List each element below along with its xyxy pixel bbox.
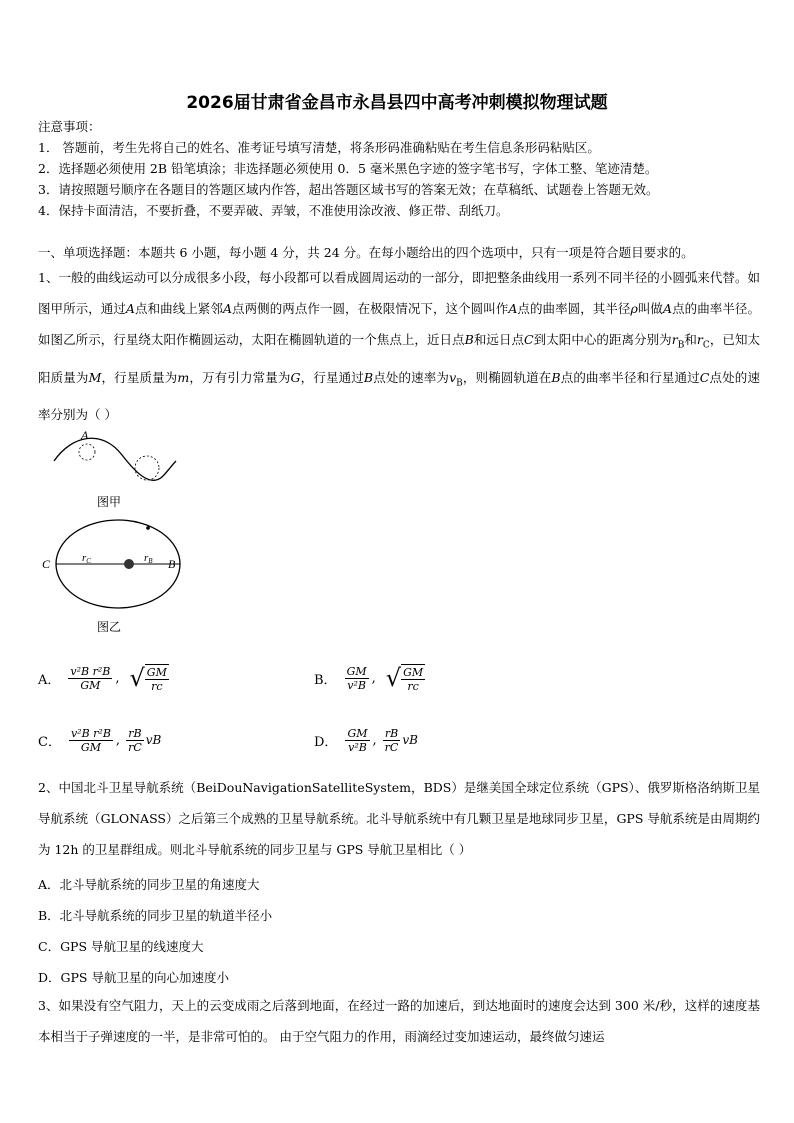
point-b-label: B [168, 557, 176, 571]
figure-yi-orbit [38, 518, 188, 614]
notice-item: 1． 答题前，考生先将自己的姓名、准考证号填写清楚，将条形码准确粘贴在考生信息条形码粘贴区。 [38, 140, 600, 155]
q2-option-c[interactable]: C．GPS 导航卫星的线速度大 [38, 939, 204, 954]
notice-item: 2．选择题必须使用 2B 铅笔填涂；非选择题必须使用 0．5 毫米黑色字迹的签字笔书写，字体工整、笔迹清楚。 [38, 161, 658, 176]
point-a-label: A [81, 428, 89, 442]
section-heading: 一、单项选择题：本题共 6 小题，每小题 4 分，共 24 分。在每小题给出的四个选项中，只有一项是符合题目要求的。 [38, 245, 694, 260]
point-c-label: C [42, 557, 51, 571]
figure-yi-caption: 图乙 [97, 620, 122, 634]
notice-item: 3．请按照题号顺序在各题目的答题区域内作答，超出答题区域书写的答案无效；在草稿纸、试题卷上答题无效。 [38, 182, 659, 197]
figure-jia-caption: 图甲 [97, 495, 122, 509]
question-2-text: 2、中国北斗卫星导航系统（BeiDouNavigationSatelliteSystem，BDS）是继美国全球定位系统（GPS）、俄罗斯格洛纳斯卫星导航系统（GLONASS）之后第三个成熟的卫星导航系统。北斗导航系统中有几颗卫星是地球同步卫星，GPS 导航系统是由周期约为 12h 的卫星群组成。则北斗导航系统的同步卫星与 GPS 导航卫星相比（ ） [38, 780, 760, 857]
rb-label: rB [144, 552, 153, 565]
q2-option-d[interactable]: D．GPS 导航卫星的向心加速度小 [38, 970, 229, 985]
question-3-text: 3、如果没有空气阻力，天上的云变成雨之后落到地面，在经过一路的加速后，到达地面时的速度会达到 300 米/秒，这样的速度基本相当于子弹速度的一半，是非常可怕的。 由于空气阻力的作用，雨滴经过变加速运动，最终做匀速运 [38, 998, 760, 1044]
q2-option-a[interactable]: A．北斗导航系统的同步卫星的角速度大 [38, 877, 260, 892]
figure-jia-curve [50, 425, 182, 493]
question-1-text: 1、一般的曲线运动可以分成很多小段，每小段都可以看成圆周运动的一部分，即把整条曲线用一系列不同半径的小圆弧来代替。如图甲所示，通过A点和曲线上紧邻A点两侧的两点作一圆，在极限情况下，这个圆叫作A点的曲率圆，其半径ρ叫做A点的曲率半径。如图乙所示，行星绕太阳作椭圆运动，太阳在椭圆轨道的一个焦点上，近日点B和远日点C到太阳中心的距离分别为$r_B$和$r_C$，已知太阳质量为M，行星质量为m，万有引力常量为G，行星通过B点处的速率为$v_B$，则椭圆轨道在B点的曲率半径和行星通过C点处的速率分别为（ ） [38, 270, 760, 422]
q1-option-d[interactable]: D． $\frac{GM}{\text{v²B}}$ , $\frac{rB}{rC}$ vB [314, 726, 418, 754]
q2-option-b[interactable]: B．北斗导航系统的同步卫星的轨道半径小 [38, 908, 273, 923]
page-title: 2026届甘肃省金昌市永昌县四中高考冲刺模拟物理试题 [186, 93, 608, 113]
q1-option-c[interactable]: C． $\frac{\text{v²B r²B}}{GM}$ , $\frac{rB}{rC}$ vB [38, 726, 162, 754]
q1-option-a[interactable]: A． $\frac{\text{v²B r²B}}{GM}$ , √ $\frac{GM}{rc}$ [38, 664, 167, 693]
rc-label: rC [82, 552, 91, 565]
notice-heading: 注意事项： [38, 119, 101, 134]
notice-item: 4．保持卡面清洁，不要折叠，不要弄破、弄皱，不准使用涂改液、修正带、刮纸刀。 [38, 203, 509, 218]
q1-option-b[interactable]: B． $\frac{GM}{\text{v²B}}$ , √ $\frac{GM}{rc}$ [314, 664, 424, 693]
